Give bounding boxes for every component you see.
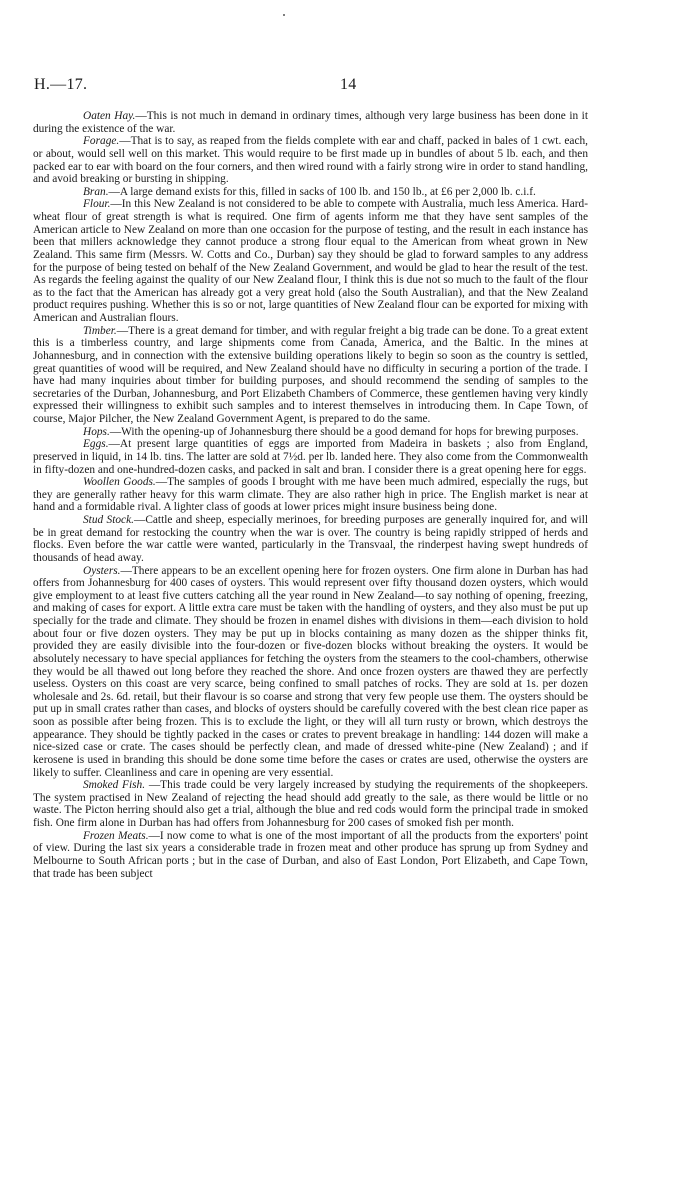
paragraph-flour [33,198,588,324]
paragraph-timber [33,325,588,426]
paragraph-woollen-goods [33,476,588,514]
paragraph-oysters [33,565,588,780]
paragraph-text: —In this New Zealand is not considered to be able to compete with Australia, much less America. Hard-wheat flour of great strength is what is required. One firm of agents inform me that they have sent samples of the American article to New Zealand on more than one occasion for the purpose of testing, and the result in each instance has been that millers acknowledge they cannot produce a strong flour equal to the American from wheat grown in New Zealand. This same firm (Messrs. W. Cotts and Co., Durban) say they should be glad to forward samples to any address for the purpose of being tested on behalf of the New Zealand Government, and would be glad to hear the result of the test. As regards the feeling against the quality of our New Zealand flour, I think this is due not so much to the fault of the flour as to the fact that the American has already got a very great hold (also the South Australian), and that the New Zealand product requires pushing. Whether this is so or not, large quantities of New Zealand flour can be exported for mixing with American and Australian flours. [33,198,588,324]
paragraph-heading: Smoked Fish. [83,779,146,792]
document-reference: H.—17. [34,76,88,93]
paragraph-heading: Oysters. [83,564,121,577]
paragraph-text: —This trade could be very largely increased by studying the requirements of the shopkeepers. The system practised in New Zealand of rejecting the head should add greatly to the sale, as there would be little or no waste. The Picton herring should also get a trial, although the blue and red cods would form the principal trade in smoked fish. One firm alone in Durban has had offers from Johannesburg for 200 cases of smoked fish per month. [33,779,588,829]
paragraph-heading: Bran. [83,185,109,198]
paragraph-smoked-fish [33,779,588,830]
paragraph-text: —The samples of goods I brought with me have been much admired, especially the rugs, but they are generally rather heavy for this warm climate. They are also rather high in price. The English market is near at hand and a formidable rival. A lighter class of goods at lower prices might insure business being done. [33,476,588,514]
page-header [34,76,666,96]
paragraph-eggs [33,438,588,476]
paragraph-text: —At present large quantities of eggs are imported from Madeira in baskets ; also from England, preserved in liquid, in 14 lb. tins. The latter are sold at 7½d. per lb. landed here. They also come from the Commonwealth in fifty-dozen and one-hundred-dozen casks, and packed in salt and bran. I consider there is a great opening here for eggs. [33,438,588,476]
paragraph-text: —There is a great demand for timber, and with regular freight a big trade can be done. To a great extent this is a timberless country, and large shipments come from Canada, America, and the Baltic. In the mines at Johannesburg, and in connection with the extensive building operations likely to begin so soon as the country is settled, great quantities of wood will be required, and New Zealand should have no difficulty in securing a portion of the trade. I have had many inquiries about timber for building purposes, and should recommend the sending of samples to the secretaries of the Durban, Johannesburg, and Port Elizabeth Chambers of Commerce, these gentlemen having very kindly expressed their willingness to exhibit such samples and to interest themselves in introducing them. In Cape Town, of course, Major Pilcher, the New Zealand Government Agent, is prepared to do the same. [33,324,588,425]
paragraph-text: —I now come to what is one of the most important of all the products from the exporters' point of view. During the last six years a considerable trade in frozen meat and other produce has sprung up from Sydney and Melbourne to South African ports ; but in the case of Durban, and also of East London, Port Elizabeth, and Cape Town, that trade has been subject [33,829,588,880]
paragraph-text: —Cattle and sheep, especially merinoes, for breeding purposes are generally inquired for, and will be in great demand for restocking the country when the war is over. The country is being rapidly stripped of herds and flocks. Even before the war cattle were wanted, particularly in the Transvaal, the rinderpest having swept hundreds of thousands of head away. [33,514,589,564]
paragraph-heading: Eggs. [83,438,109,451]
paragraph-heading: Stud Stock. [83,514,134,526]
paragraph-heading: Timber. [83,324,117,337]
paragraph-heading: Flour. [83,198,111,211]
paragraph-heading: Oaten Hay. [83,110,136,122]
paragraph-text: —This is not much in demand in ordinary times, although very large business has been done in it during the existence of the war. [33,110,588,135]
paragraph-heading: Frozen Meats. [83,829,149,842]
body-text [33,110,588,880]
paragraph-stud-stock [33,514,588,565]
page-number: 14 [340,76,357,93]
paragraph-text: —That is to say, as reaped from the fields complete with ear and chaff, packed in bales of 1 cwt. each, or about, would sell well on this market. This would require to be first made up in bundles of about 5 lb. each, and then packed ear to ear with board on the four corners, and then wired round with a fairly strong wire in order to stand handling, and avoid breaking or bursting in shipping. [33,135,588,186]
paragraph-bran [33,186,588,199]
paragraph-text: —A large demand exists for this, filled in sacks of 100 lb. and 150 lb., at £6 per 2,000 lb. c.i.f. [108,185,536,198]
paragraph-frozen-meats [33,830,588,881]
paragraph-heading: Forage. [83,135,120,148]
paragraph-hops [33,426,588,439]
page-speck [283,14,285,16]
paragraph-text: —With the opening-up of Johannesburg there should be a good demand for hops for brewing purposes. [109,425,579,438]
paragraph-text: —There appears to be an excellent opening here for frozen oysters. One firm alone in Durban has had offers from Johannesburg for 400 cases of oysters. This would represent over fifty thousand dozen oysters, which would give employment to at least five cutters catching all the year round in New Zealand—to say nothing of opening, freezing, and making of cases for export. A little extra care must be taken with the handling of oysters, and they also must be put up specially for the trade and climate. They should be frozen in enamel dishes with divisions in them—each division to hold about four or five dozen oysters. They may be put up in blocks containing as many dozen as the shipper thinks fit, provided they are easily divisible into the four-dozen or five-dozen blocks without breaking the oysters. It would be absolutely necessary to have special appliances for fetching the oysters from the steamers to the cool-chambers, otherwise they would be all thawed out long before they reached the shore. And once frozen oysters are thawed they are perfectly useless. Oysters on this coast are very scarce, being confined to small patches of rocks. They are sold at 1s. per dozen wholesale and 2s. 6d. retail, but their flavour is so coarse and strong that very few people use them. The oysters should be put up in small crates rather than cases, and blocks of oysters should be carefully covered with the best clean rice paper as soon as possible after being frozen. This is to exclude the light, or they will all turn rusty or brown, which destroys the appearance. They should be tightly packed in the cases or crates to prevent breakage in handling: 144 dozen will make a nice-sized case or crate. The cases should be perfectly clean, and made of dressed white-pine (New Zealand) ; and if kerosene is used in branding this should be done some time before the cases or crates are used, otherwise the oysters are likely to suffer. Cleanliness and care in opening are very essential. [33,564,588,779]
paragraph-heading: Hops. [83,425,110,438]
paragraph-forage [33,135,588,186]
paragraph-oaten-hay [33,110,588,135]
paragraph-heading: Woollen Goods. [83,476,156,489]
